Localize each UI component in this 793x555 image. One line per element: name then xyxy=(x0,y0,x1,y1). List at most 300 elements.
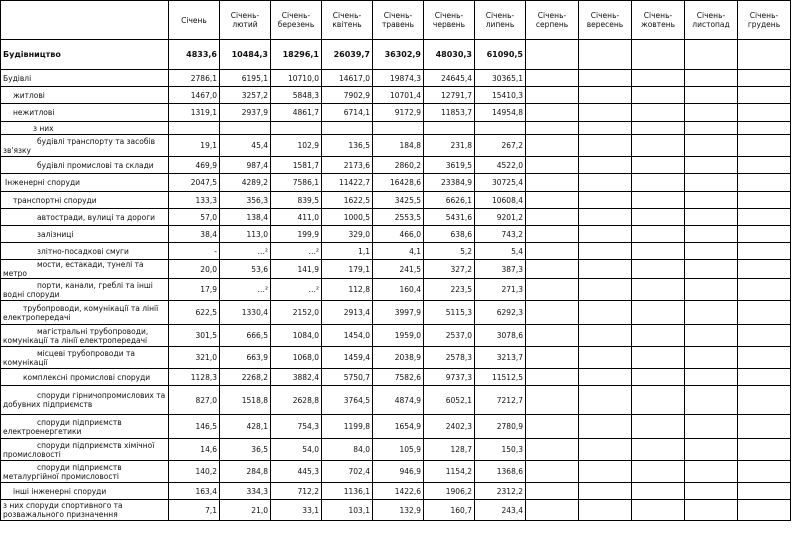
value-cell: 113,0 xyxy=(220,226,271,243)
value-cell xyxy=(579,174,632,192)
row-label-text: місцеві трубопроводи та комунікації xyxy=(3,348,135,367)
value-cell: 987,4 xyxy=(220,157,271,174)
value-cell xyxy=(526,301,579,325)
value-cell xyxy=(271,122,322,135)
value-cell: 241,5 xyxy=(373,260,424,279)
value-cell: 387,3 xyxy=(475,260,526,279)
value-cell: 36,5 xyxy=(220,439,271,461)
value-cell: 1,1 xyxy=(322,243,373,260)
value-cell xyxy=(579,226,632,243)
value-cell xyxy=(579,279,632,301)
value-cell xyxy=(738,135,791,157)
value-cell xyxy=(738,279,791,301)
value-cell xyxy=(632,174,685,192)
value-cell xyxy=(685,415,738,439)
row-label-text: житлові xyxy=(13,90,45,100)
value-cell xyxy=(579,500,632,521)
value-cell: 663,9 xyxy=(220,347,271,369)
value-cell: 5750,7 xyxy=(322,369,373,386)
value-cell: 2913,4 xyxy=(322,301,373,325)
value-cell: …² xyxy=(271,279,322,301)
value-cell xyxy=(632,369,685,386)
row-label-text: з них xyxy=(33,123,54,133)
value-cell: 133,3 xyxy=(169,192,220,209)
row-label-text: споруди підприємств хімічної промисловості xyxy=(3,440,155,459)
value-cell: 1459,4 xyxy=(322,347,373,369)
value-cell: 61090,5 xyxy=(475,40,526,70)
row-label xyxy=(1,104,169,122)
value-cell xyxy=(632,461,685,483)
value-cell: 10484,3 xyxy=(220,40,271,70)
value-cell xyxy=(632,483,685,500)
value-cell xyxy=(685,135,738,157)
table-row xyxy=(1,301,791,325)
value-cell xyxy=(685,483,738,500)
value-cell xyxy=(526,439,579,461)
value-cell xyxy=(632,157,685,174)
value-cell xyxy=(685,192,738,209)
value-cell: 1136,1 xyxy=(322,483,373,500)
header-corner-cell xyxy=(1,1,169,40)
value-cell: 14954,8 xyxy=(475,104,526,122)
value-cell xyxy=(526,70,579,87)
header-row xyxy=(1,1,791,40)
value-cell xyxy=(632,260,685,279)
value-cell xyxy=(526,209,579,226)
value-cell xyxy=(685,301,738,325)
value-cell xyxy=(738,122,791,135)
value-cell: 743,2 xyxy=(475,226,526,243)
value-cell xyxy=(738,104,791,122)
value-cell: 428,1 xyxy=(220,415,271,439)
table-row xyxy=(1,243,791,260)
value-cell xyxy=(685,500,738,521)
row-label-text: Будівлі xyxy=(3,73,32,83)
table-row xyxy=(1,122,791,135)
value-cell: 84,0 xyxy=(322,439,373,461)
value-cell xyxy=(526,483,579,500)
row-label-text: інші інженерні споруди xyxy=(13,486,107,496)
value-cell: 2780,9 xyxy=(475,415,526,439)
value-cell xyxy=(579,386,632,415)
value-cell xyxy=(685,386,738,415)
table-row xyxy=(1,415,791,439)
value-cell: 1467,0 xyxy=(169,87,220,104)
row-label xyxy=(1,461,169,483)
row-label-text: залізниці xyxy=(37,229,74,239)
value-cell xyxy=(738,415,791,439)
value-cell: 102,9 xyxy=(271,135,322,157)
value-cell xyxy=(579,209,632,226)
row-label xyxy=(1,226,169,243)
value-cell: 11853,7 xyxy=(424,104,475,122)
value-cell: 3619,5 xyxy=(424,157,475,174)
value-cell: 321,0 xyxy=(169,347,220,369)
value-cell xyxy=(738,40,791,70)
value-cell: 150,3 xyxy=(475,439,526,461)
value-cell xyxy=(738,226,791,243)
value-cell: 754,3 xyxy=(271,415,322,439)
value-cell xyxy=(632,209,685,226)
value-cell: 57,0 xyxy=(169,209,220,226)
value-cell xyxy=(685,174,738,192)
value-cell xyxy=(526,40,579,70)
value-cell: 1368,6 xyxy=(475,461,526,483)
value-cell xyxy=(685,40,738,70)
value-cell: 1518,8 xyxy=(220,386,271,415)
value-cell xyxy=(526,104,579,122)
value-cell xyxy=(526,192,579,209)
value-cell: 1906,2 xyxy=(424,483,475,500)
value-cell: 24645,4 xyxy=(424,70,475,87)
value-cell xyxy=(579,70,632,87)
value-cell: 1000,5 xyxy=(322,209,373,226)
value-cell: 243,4 xyxy=(475,500,526,521)
value-cell xyxy=(632,122,685,135)
row-label xyxy=(1,192,169,209)
value-cell xyxy=(738,260,791,279)
value-cell: 466,0 xyxy=(373,226,424,243)
value-cell: 19,1 xyxy=(169,135,220,157)
column-header: Січень-грудень xyxy=(738,1,791,40)
value-cell: 53,6 xyxy=(220,260,271,279)
value-cell xyxy=(526,500,579,521)
row-label xyxy=(1,483,169,500)
value-cell: 1959,0 xyxy=(373,325,424,347)
value-cell: 54,0 xyxy=(271,439,322,461)
value-cell xyxy=(685,439,738,461)
value-cell: 839,5 xyxy=(271,192,322,209)
value-cell: 356,3 xyxy=(220,192,271,209)
value-cell xyxy=(738,209,791,226)
value-cell: 12791,7 xyxy=(424,87,475,104)
table-row xyxy=(1,70,791,87)
value-cell: 4861,7 xyxy=(271,104,322,122)
value-cell: 1622,5 xyxy=(322,192,373,209)
table-row xyxy=(1,369,791,386)
row-label-text: Будівництво xyxy=(3,50,61,59)
value-cell: 827,0 xyxy=(169,386,220,415)
row-label-text: транспортні споруди xyxy=(13,195,97,205)
value-cell xyxy=(685,122,738,135)
value-cell: 112,8 xyxy=(322,279,373,301)
value-cell xyxy=(526,174,579,192)
row-label-text: споруди підприємств металургійної промисловості xyxy=(3,462,122,481)
value-cell: 231,8 xyxy=(424,135,475,157)
row-label xyxy=(1,279,169,301)
row-label-text: комплексні промислові споруди xyxy=(23,372,151,382)
value-cell: 1128,3 xyxy=(169,369,220,386)
value-cell: 18296,1 xyxy=(271,40,322,70)
value-cell: 3997,9 xyxy=(373,301,424,325)
value-cell xyxy=(579,192,632,209)
value-cell: 329,0 xyxy=(322,226,373,243)
row-label xyxy=(1,157,169,174)
column-header: Січень-листопад xyxy=(685,1,738,40)
row-label xyxy=(1,40,169,70)
value-cell: 5115,3 xyxy=(424,301,475,325)
value-cell: 7582,6 xyxy=(373,369,424,386)
value-cell: 10608,4 xyxy=(475,192,526,209)
value-cell: 5,2 xyxy=(424,243,475,260)
value-cell xyxy=(322,122,373,135)
value-cell: 2628,8 xyxy=(271,386,322,415)
value-cell xyxy=(632,347,685,369)
value-cell: 2786,1 xyxy=(169,70,220,87)
value-cell xyxy=(526,243,579,260)
value-cell xyxy=(685,209,738,226)
value-cell xyxy=(632,500,685,521)
row-label xyxy=(1,87,169,104)
value-cell xyxy=(685,279,738,301)
row-label xyxy=(1,70,169,87)
table-row xyxy=(1,40,791,70)
value-cell: 6292,3 xyxy=(475,301,526,325)
value-cell: 11422,7 xyxy=(322,174,373,192)
value-cell xyxy=(632,226,685,243)
value-cell: 160,4 xyxy=(373,279,424,301)
value-cell xyxy=(526,157,579,174)
value-cell: 5,4 xyxy=(475,243,526,260)
value-cell: 146,5 xyxy=(169,415,220,439)
value-cell xyxy=(632,243,685,260)
value-cell xyxy=(738,369,791,386)
column-header: Січень xyxy=(169,1,220,40)
value-cell xyxy=(685,369,738,386)
value-cell: 7,1 xyxy=(169,500,220,521)
table-row xyxy=(1,174,791,192)
value-cell: 7586,1 xyxy=(271,174,322,192)
row-label-text: нежитлові xyxy=(13,108,55,117)
row-label-text: магістральні трубопроводи, комунікації та лінії електропередачі xyxy=(3,326,149,345)
table-body xyxy=(1,40,791,521)
value-cell: 301,5 xyxy=(169,325,220,347)
value-cell: 6052,1 xyxy=(424,386,475,415)
value-cell xyxy=(579,415,632,439)
row-label xyxy=(1,439,169,461)
value-cell: 1154,2 xyxy=(424,461,475,483)
value-cell xyxy=(579,122,632,135)
value-cell xyxy=(526,369,579,386)
value-cell: 138,4 xyxy=(220,209,271,226)
value-cell: 4833,6 xyxy=(169,40,220,70)
value-cell xyxy=(632,70,685,87)
value-cell: 327,2 xyxy=(424,260,475,279)
value-cell xyxy=(579,40,632,70)
value-cell: 105,9 xyxy=(373,439,424,461)
value-cell xyxy=(738,174,791,192)
value-cell: 271,3 xyxy=(475,279,526,301)
value-cell: 128,7 xyxy=(424,439,475,461)
value-cell xyxy=(738,461,791,483)
table-row xyxy=(1,135,791,157)
column-header: Січень-вересень xyxy=(579,1,632,40)
value-cell xyxy=(632,415,685,439)
value-cell xyxy=(579,87,632,104)
value-cell: 9201,2 xyxy=(475,209,526,226)
value-cell xyxy=(579,369,632,386)
value-cell xyxy=(738,500,791,521)
table-row xyxy=(1,279,791,301)
table-row xyxy=(1,483,791,500)
value-cell xyxy=(579,483,632,500)
value-cell xyxy=(579,301,632,325)
value-cell: 16428,6 xyxy=(373,174,424,192)
value-cell: 6626,1 xyxy=(424,192,475,209)
value-cell xyxy=(632,135,685,157)
value-cell: 2047,5 xyxy=(169,174,220,192)
value-cell xyxy=(526,87,579,104)
value-cell: 7212,7 xyxy=(475,386,526,415)
row-label xyxy=(1,325,169,347)
value-cell xyxy=(738,70,791,87)
value-cell: 30725,4 xyxy=(475,174,526,192)
value-cell: 140,2 xyxy=(169,461,220,483)
value-cell xyxy=(738,87,791,104)
row-label xyxy=(1,174,169,192)
value-cell: 26039,7 xyxy=(322,40,373,70)
value-cell: 702,4 xyxy=(322,461,373,483)
value-cell: 1422,6 xyxy=(373,483,424,500)
value-cell: 10701,4 xyxy=(373,87,424,104)
value-cell: 48030,3 xyxy=(424,40,475,70)
value-cell: 5848,3 xyxy=(271,87,322,104)
value-cell xyxy=(685,260,738,279)
value-cell xyxy=(526,415,579,439)
value-cell: 1199,8 xyxy=(322,415,373,439)
value-cell: 2038,9 xyxy=(373,347,424,369)
value-cell xyxy=(685,243,738,260)
value-cell xyxy=(632,87,685,104)
value-cell: 17,9 xyxy=(169,279,220,301)
value-cell: 11512,5 xyxy=(475,369,526,386)
value-cell: 14617,0 xyxy=(322,70,373,87)
value-cell: 1084,0 xyxy=(271,325,322,347)
value-cell xyxy=(738,325,791,347)
row-label xyxy=(1,369,169,386)
table-row xyxy=(1,461,791,483)
value-cell xyxy=(475,122,526,135)
value-cell: 712,2 xyxy=(271,483,322,500)
value-cell: …² xyxy=(220,243,271,260)
row-label xyxy=(1,209,169,226)
value-cell: 3764,5 xyxy=(322,386,373,415)
value-cell: 1330,4 xyxy=(220,301,271,325)
value-cell xyxy=(738,192,791,209)
table-row xyxy=(1,260,791,279)
value-cell: 132,9 xyxy=(373,500,424,521)
row-label xyxy=(1,260,169,279)
value-cell: 638,6 xyxy=(424,226,475,243)
column-header: Січень-жовтень xyxy=(632,1,685,40)
row-label xyxy=(1,500,169,521)
value-cell: 1068,0 xyxy=(271,347,322,369)
value-cell: 3213,7 xyxy=(475,347,526,369)
value-cell xyxy=(373,122,424,135)
row-label-text: злітно-посадкові смуги xyxy=(37,246,129,256)
row-label-text: Інженерні споруди xyxy=(5,178,81,187)
value-cell: 5431,6 xyxy=(424,209,475,226)
value-cell: 622,5 xyxy=(169,301,220,325)
row-label-text: трубопроводи, комунікації та лінії електропередачі xyxy=(3,303,159,322)
value-cell: 136,5 xyxy=(322,135,373,157)
value-cell xyxy=(526,461,579,483)
value-cell xyxy=(632,40,685,70)
value-cell: 2578,3 xyxy=(424,347,475,369)
value-cell xyxy=(169,122,220,135)
value-cell: 6195,1 xyxy=(220,70,271,87)
value-cell: 2553,5 xyxy=(373,209,424,226)
value-cell xyxy=(738,301,791,325)
value-cell xyxy=(579,439,632,461)
value-cell xyxy=(738,347,791,369)
value-cell xyxy=(632,439,685,461)
row-label-text: автостради, вулиці та дороги xyxy=(37,212,156,222)
value-cell xyxy=(738,439,791,461)
value-cell: 267,2 xyxy=(475,135,526,157)
value-cell xyxy=(526,325,579,347)
value-cell: 160,7 xyxy=(424,500,475,521)
value-cell: 141,9 xyxy=(271,260,322,279)
value-cell xyxy=(526,347,579,369)
value-cell xyxy=(579,104,632,122)
value-cell xyxy=(632,192,685,209)
value-cell: 19874,3 xyxy=(373,70,424,87)
value-cell xyxy=(738,386,791,415)
value-cell xyxy=(526,122,579,135)
value-cell xyxy=(738,483,791,500)
row-label xyxy=(1,301,169,325)
value-cell: 3257,2 xyxy=(220,87,271,104)
value-cell: 2152,0 xyxy=(271,301,322,325)
value-cell: 179,1 xyxy=(322,260,373,279)
value-cell: 9172,9 xyxy=(373,104,424,122)
table-row xyxy=(1,347,791,369)
value-cell xyxy=(632,301,685,325)
value-cell: 33,1 xyxy=(271,500,322,521)
value-cell: 1581,7 xyxy=(271,157,322,174)
value-cell: 103,1 xyxy=(322,500,373,521)
column-header: Січень-червень xyxy=(424,1,475,40)
table-row xyxy=(1,500,791,521)
row-label xyxy=(1,386,169,415)
row-label-text: будівлі промислові та склади xyxy=(37,160,154,170)
value-cell xyxy=(738,157,791,174)
column-header: Січень-липень xyxy=(475,1,526,40)
value-cell: 2173,6 xyxy=(322,157,373,174)
value-cell xyxy=(526,260,579,279)
value-cell xyxy=(424,122,475,135)
value-cell xyxy=(738,243,791,260)
value-cell: 21,0 xyxy=(220,500,271,521)
value-cell xyxy=(579,157,632,174)
value-cell: 199,9 xyxy=(271,226,322,243)
value-cell: 334,3 xyxy=(220,483,271,500)
value-cell: 4522,0 xyxy=(475,157,526,174)
value-cell: 163,4 xyxy=(169,483,220,500)
value-cell: 284,8 xyxy=(220,461,271,483)
row-label xyxy=(1,243,169,260)
value-cell xyxy=(579,135,632,157)
row-label-text: з них споруди спортивного та розважального призначення xyxy=(3,501,123,519)
value-cell xyxy=(685,347,738,369)
value-cell: 4289,2 xyxy=(220,174,271,192)
table-row xyxy=(1,226,791,243)
table-row xyxy=(1,325,791,347)
row-label-text: споруди гірничопромислових та добувних підприємств xyxy=(3,391,166,409)
value-cell: 184,8 xyxy=(373,135,424,157)
value-cell: 1654,9 xyxy=(373,415,424,439)
